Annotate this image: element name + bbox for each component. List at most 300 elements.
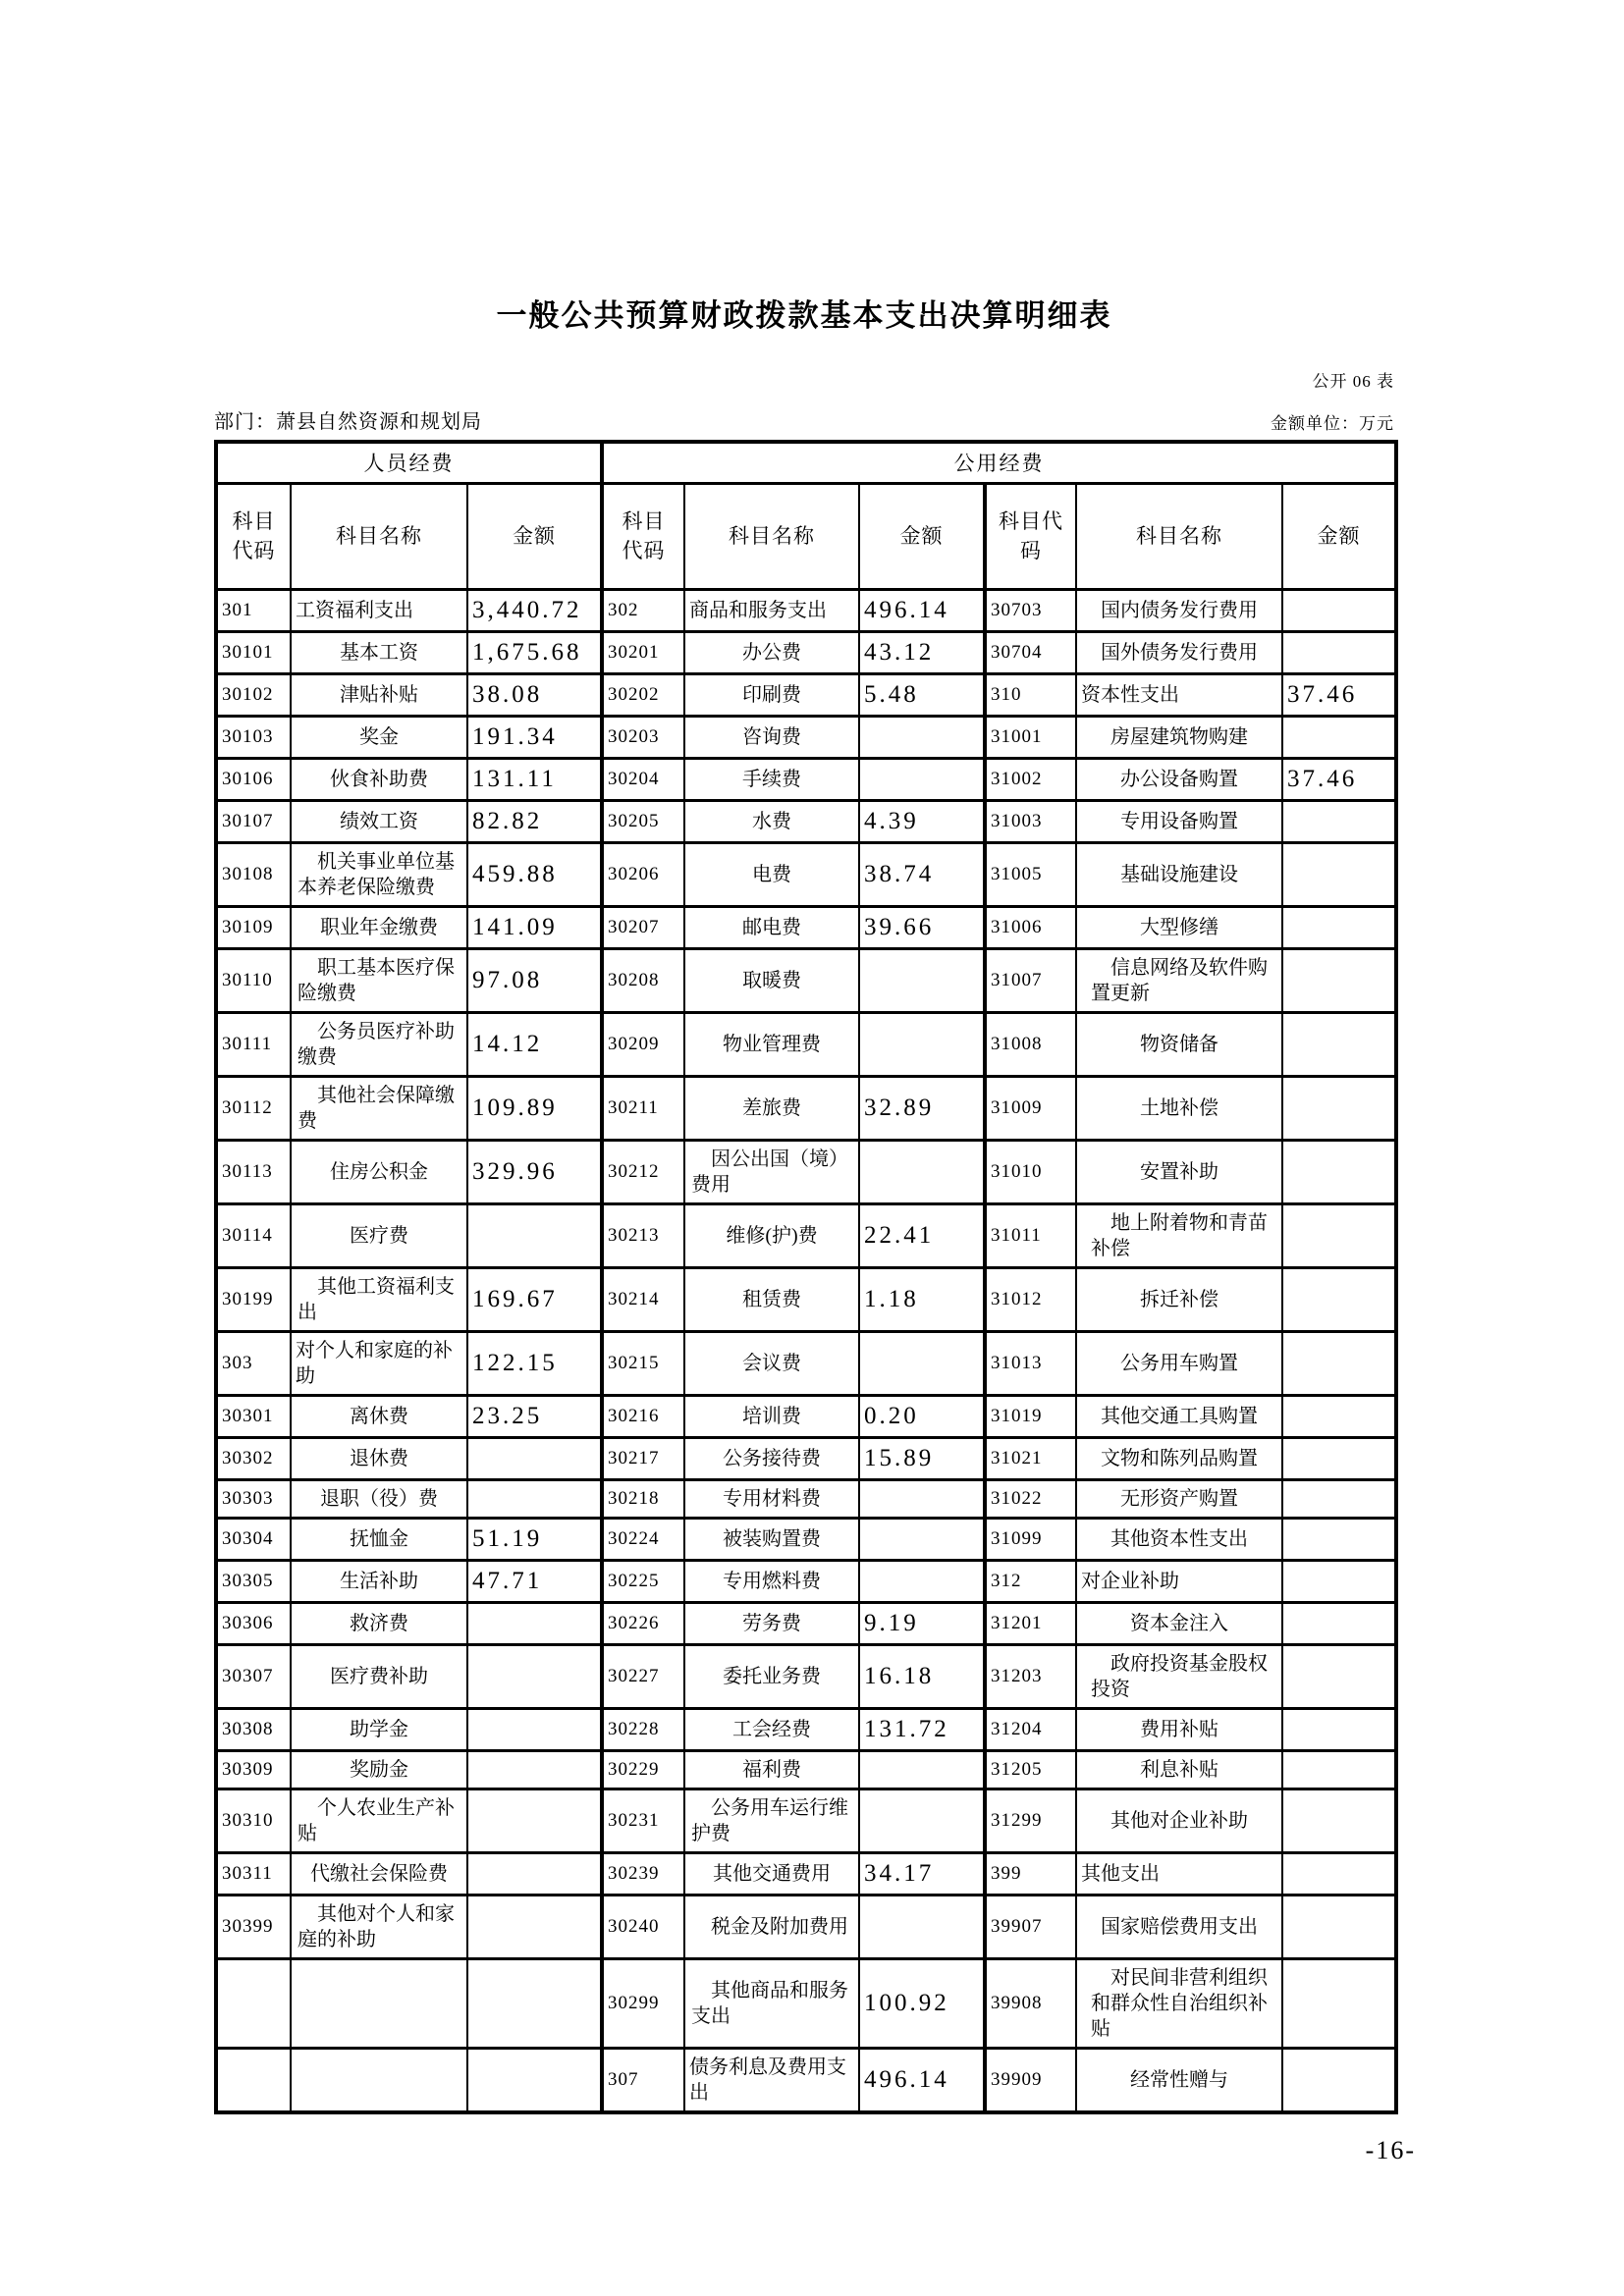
table-row <box>216 589 1396 631</box>
subject-name-cell: 医疗费补助 <box>291 1644 467 1708</box>
column-header-subject-name: 科目名称 <box>291 483 467 589</box>
subject-name-cell <box>291 1958 467 2048</box>
department-line <box>214 405 482 434</box>
subject-name-cell <box>291 2048 467 2112</box>
subject-code-cell: 30308 <box>216 1708 291 1750</box>
amount-cell <box>1282 1852 1396 1895</box>
subject-name-cell: 工资福利支出 <box>291 589 467 631</box>
subject-code-cell: 30205 <box>602 800 684 842</box>
amount-cell <box>859 758 985 800</box>
amount-cell: 329.96 <box>467 1140 602 1203</box>
subject-name-cell: 专用材料费 <box>684 1479 859 1518</box>
subject-code-cell: 303 <box>216 1331 291 1395</box>
subject-name-cell: 其他商品和服务支出 <box>684 1958 859 2048</box>
table-row <box>216 842 1396 906</box>
subject-code-cell: 31003 <box>985 800 1076 842</box>
amount-cell: 3,440.72 <box>467 589 602 631</box>
subject-name-cell: 伙食补助费 <box>291 758 467 800</box>
amount-cell: 37.46 <box>1282 758 1396 800</box>
amount-cell <box>1282 800 1396 842</box>
amount-cell: 109.89 <box>467 1076 602 1140</box>
amount-cell <box>859 1750 985 1789</box>
subject-name-cell: 政府投资基金股权投资 <box>1076 1644 1282 1708</box>
subject-code-cell: 30307 <box>216 1644 291 1708</box>
subject-code-cell: 30112 <box>216 1076 291 1140</box>
subject-code-cell: 307 <box>602 2048 684 2112</box>
amount-cell: 496.14 <box>859 2048 985 2112</box>
amount-cell: 100.92 <box>859 1958 985 2048</box>
subject-code-cell: 30108 <box>216 842 291 906</box>
subject-name-cell: 抚恤金 <box>291 1518 467 1560</box>
amount-cell <box>1282 1437 1396 1479</box>
subject-code-cell: 302 <box>602 589 684 631</box>
amount-cell <box>467 1789 602 1852</box>
page-title: 一般公共预算财政拨款基本支出决算明细表 <box>496 298 1112 333</box>
amount-cell <box>467 1708 602 1750</box>
subject-name-cell: 资本金注入 <box>1076 1602 1282 1644</box>
subject-code-cell: 30102 <box>216 673 291 716</box>
amount-cell <box>859 1331 985 1395</box>
amount-cell <box>1282 1789 1396 1852</box>
subject-code-cell: 30305 <box>216 1560 291 1602</box>
amount-cell <box>1282 1560 1396 1602</box>
subject-name-cell: 劳务费 <box>684 1602 859 1644</box>
subject-code-cell <box>216 1958 291 2048</box>
subject-code-cell: 30231 <box>602 1789 684 1852</box>
subject-name-cell: 其他交通费用 <box>684 1852 859 1895</box>
amount-cell <box>1282 906 1396 948</box>
subject-code-cell: 30228 <box>602 1708 684 1750</box>
amount-cell <box>1282 842 1396 906</box>
amount-cell <box>1282 1750 1396 1789</box>
subject-code-cell: 399 <box>985 1852 1076 1895</box>
subject-name-cell: 工会经费 <box>684 1708 859 1750</box>
subject-code-cell: 30201 <box>602 631 684 673</box>
subject-code-cell: 30204 <box>602 758 684 800</box>
subject-name-cell: 办公费 <box>684 631 859 673</box>
table-row <box>216 1852 1396 1895</box>
subject-name-cell: 职工基本医疗保险缴费 <box>291 948 467 1012</box>
subject-name-cell: 印刷费 <box>684 673 859 716</box>
subject-code-cell: 30304 <box>216 1518 291 1560</box>
subject-code-cell: 31007 <box>985 948 1076 1012</box>
subject-code-cell: 39907 <box>985 1895 1076 1958</box>
subject-code-cell: 30302 <box>216 1437 291 1479</box>
subject-code-cell: 30101 <box>216 631 291 673</box>
subject-code-cell: 30209 <box>602 1012 684 1076</box>
subject-code-cell: 30299 <box>602 1958 684 2048</box>
amount-cell: 5.48 <box>859 673 985 716</box>
amount-cell: 131.11 <box>467 758 602 800</box>
subject-name-cell: 物资储备 <box>1076 1012 1282 1076</box>
amount-cell: 496.14 <box>859 589 985 631</box>
table-row <box>216 1789 1396 1852</box>
amount-cell: 131.72 <box>859 1708 985 1750</box>
amount-cell <box>859 1560 985 1602</box>
subject-name-cell: 租赁费 <box>684 1267 859 1331</box>
amount-cell: 32.89 <box>859 1076 985 1140</box>
amount-cell <box>467 1750 602 1789</box>
subject-name-cell: 邮电费 <box>684 906 859 948</box>
amount-cell: 1.18 <box>859 1267 985 1331</box>
expenditure-detail-table <box>214 440 1398 2114</box>
subject-code-cell: 31203 <box>985 1644 1076 1708</box>
subject-code-cell: 31299 <box>985 1789 1076 1852</box>
amount-cell: 97.08 <box>467 948 602 1012</box>
subject-code-cell: 30240 <box>602 1895 684 1958</box>
subject-code-cell: 310 <box>985 673 1076 716</box>
page-number: -16- <box>1365 2135 1416 2164</box>
subject-code-cell: 30217 <box>602 1437 684 1479</box>
subject-code-cell: 31021 <box>985 1437 1076 1479</box>
subject-code-cell: 30208 <box>602 948 684 1012</box>
amount-cell <box>859 1012 985 1076</box>
subject-code-cell: 30215 <box>602 1331 684 1395</box>
subject-name-cell: 文物和陈列品购置 <box>1076 1437 1282 1479</box>
subject-code-cell: 30106 <box>216 758 291 800</box>
amount-cell <box>467 1602 602 1644</box>
amount-cell <box>1282 631 1396 673</box>
subject-name-cell: 福利费 <box>684 1750 859 1789</box>
subject-name-cell: 其他对企业补助 <box>1076 1789 1282 1852</box>
meta-row <box>214 405 1394 434</box>
subject-name-cell: 职业年金缴费 <box>291 906 467 948</box>
table-row <box>216 1203 1396 1267</box>
subject-code-cell: 31009 <box>985 1076 1076 1140</box>
subject-name-cell: 差旅费 <box>684 1076 859 1140</box>
subject-name-cell: 手续费 <box>684 758 859 800</box>
document-content <box>214 294 1416 2165</box>
subject-name-cell: 医疗费 <box>291 1203 467 1267</box>
subject-name-cell: 商品和服务支出 <box>684 589 859 631</box>
table-row <box>216 1395 1396 1437</box>
amount-cell: 16.18 <box>859 1644 985 1708</box>
amount-cell <box>859 1479 985 1518</box>
subject-name-cell: 绩效工资 <box>291 800 467 842</box>
subject-code-cell: 31205 <box>985 1750 1076 1789</box>
amount-cell: 51.19 <box>467 1518 602 1560</box>
amount-unit-label: 金额单位：万元 <box>1271 414 1394 433</box>
amount-cell: 4.39 <box>859 800 985 842</box>
subject-code-cell: 31010 <box>985 1140 1076 1203</box>
amount-cell <box>1282 1076 1396 1140</box>
amount-cell: 169.67 <box>467 1267 602 1331</box>
amount-cell <box>859 1789 985 1852</box>
subject-code-cell: 30111 <box>216 1012 291 1076</box>
amount-cell: 22.41 <box>859 1203 985 1267</box>
table-row <box>216 1076 1396 1140</box>
column-header-subject-code: 科目代码 <box>216 483 291 589</box>
subject-name-cell: 税金及附加费用 <box>684 1895 859 1958</box>
subject-name-cell: 咨询费 <box>684 716 859 758</box>
subject-code-cell: 31012 <box>985 1267 1076 1331</box>
subject-name-cell: 对民间非营利组织和群众性自治组织补贴 <box>1076 1958 1282 2048</box>
department-value: 萧县自然资源和规划局 <box>276 411 482 433</box>
table-row <box>216 758 1396 800</box>
subject-name-cell: 其他社会保障缴费 <box>291 1076 467 1140</box>
subject-name-cell: 生活补助 <box>291 1560 467 1602</box>
amount-cell: 47.71 <box>467 1560 602 1602</box>
group-header-personnel-funds: 人员经费 <box>216 442 602 483</box>
column-header-subject-name: 科目名称 <box>1076 483 1282 589</box>
subject-name-cell: 房屋建筑物购建 <box>1076 716 1282 758</box>
table-row <box>216 1602 1396 1644</box>
table-row <box>216 1267 1396 1331</box>
subject-code-cell: 31008 <box>985 1012 1076 1076</box>
amount-cell: 459.88 <box>467 842 602 906</box>
subject-code-cell: 312 <box>985 1560 1076 1602</box>
subject-code-cell: 30703 <box>985 589 1076 631</box>
table-row <box>216 1140 1396 1203</box>
subject-name-cell: 公务员医疗补助缴费 <box>291 1012 467 1076</box>
subject-name-cell: 债务利息及费用支出 <box>684 2048 859 2112</box>
subject-name-cell: 国外债务发行费用 <box>1076 631 1282 673</box>
subject-code-cell: 31001 <box>985 716 1076 758</box>
amount-cell: 34.17 <box>859 1852 985 1895</box>
amount-cell <box>467 1203 602 1267</box>
table-row <box>216 1437 1396 1479</box>
amount-cell <box>1282 1895 1396 1958</box>
subject-name-cell: 安置补助 <box>1076 1140 1282 1203</box>
amount-cell <box>1282 948 1396 1012</box>
subject-code-cell: 30213 <box>602 1203 684 1267</box>
amount-cell: 122.15 <box>467 1331 602 1395</box>
table-row <box>216 2048 1396 2112</box>
amount-cell: 43.12 <box>859 631 985 673</box>
amount-cell <box>467 1437 602 1479</box>
subject-code-cell: 31005 <box>985 842 1076 906</box>
subject-code-cell: 30207 <box>602 906 684 948</box>
subject-name-cell: 维修(护)费 <box>684 1203 859 1267</box>
subject-code-cell: 31011 <box>985 1203 1076 1267</box>
amount-cell <box>1282 1012 1396 1076</box>
amount-cell <box>467 1958 602 2048</box>
amount-cell <box>859 1895 985 1958</box>
amount-cell <box>859 1140 985 1203</box>
subject-code-cell: 30218 <box>602 1479 684 1518</box>
amount-cell: 23.25 <box>467 1395 602 1437</box>
table-row <box>216 1750 1396 1789</box>
subject-code-cell: 30109 <box>216 906 291 948</box>
column-header-amount: 金额 <box>467 483 602 589</box>
subject-name-cell: 住房公积金 <box>291 1140 467 1203</box>
subject-name-cell: 无形资产购置 <box>1076 1479 1282 1518</box>
subject-name-cell: 退休费 <box>291 1437 467 1479</box>
subject-code-cell: 31022 <box>985 1479 1076 1518</box>
subject-code-cell: 301 <box>216 589 291 631</box>
subject-code-cell: 31006 <box>985 906 1076 948</box>
amount-cell: 1,675.68 <box>467 631 602 673</box>
amount-cell: 15.89 <box>859 1437 985 1479</box>
amount-cell: 37.46 <box>1282 673 1396 716</box>
subject-code-cell: 30704 <box>985 631 1076 673</box>
subject-code-cell: 39909 <box>985 2048 1076 2112</box>
subject-name-cell: 助学金 <box>291 1708 467 1750</box>
subject-name-cell: 大型修缮 <box>1076 906 1282 948</box>
subject-name-cell: 经常性赠与 <box>1076 2048 1282 2112</box>
subject-code-cell: 30206 <box>602 842 684 906</box>
subject-name-cell: 因公出国（境）费用 <box>684 1140 859 1203</box>
subject-code-cell: 30203 <box>602 716 684 758</box>
subject-code-cell: 31002 <box>985 758 1076 800</box>
column-header-amount: 金额 <box>1282 483 1396 589</box>
table-row <box>216 1708 1396 1750</box>
subject-code-cell: 30306 <box>216 1602 291 1644</box>
subject-code-cell: 30114 <box>216 1203 291 1267</box>
amount-cell <box>859 948 985 1012</box>
subject-name-cell: 国家赔偿费用支出 <box>1076 1895 1282 1958</box>
amount-cell <box>1282 1331 1396 1395</box>
subject-name-cell: 资本性支出 <box>1076 673 1282 716</box>
subject-name-cell: 奖金 <box>291 716 467 758</box>
amount-cell <box>1282 1479 1396 1518</box>
subject-name-cell: 其他资本性支出 <box>1076 1518 1282 1560</box>
subject-code-cell: 30311 <box>216 1852 291 1895</box>
subject-code-cell: 30301 <box>216 1395 291 1437</box>
amount-cell: 38.74 <box>859 842 985 906</box>
subject-name-cell: 拆迁补偿 <box>1076 1267 1282 1331</box>
subject-name-cell: 被装购置费 <box>684 1518 859 1560</box>
subject-name-cell: 基本工资 <box>291 631 467 673</box>
table-row <box>216 1518 1396 1560</box>
amount-cell <box>1282 2048 1396 2112</box>
amount-cell <box>1282 1267 1396 1331</box>
column-header-subject-name: 科目名称 <box>684 483 859 589</box>
subject-name-cell: 公务用车运行维护费 <box>684 1789 859 1852</box>
subject-code-cell: 31099 <box>985 1518 1076 1560</box>
amount-cell: 0.20 <box>859 1395 985 1437</box>
table-row <box>216 1479 1396 1518</box>
amount-cell <box>467 1644 602 1708</box>
subject-name-cell: 代缴社会保险费 <box>291 1852 467 1895</box>
subject-name-cell: 利息补贴 <box>1076 1750 1282 1789</box>
amount-cell <box>1282 1958 1396 2048</box>
subject-name-cell: 其他交通工具购置 <box>1076 1395 1282 1437</box>
table-row <box>216 906 1396 948</box>
table-row <box>216 1895 1396 1958</box>
subject-name-cell: 专用设备购置 <box>1076 800 1282 842</box>
table-row <box>216 716 1396 758</box>
group-header-row <box>216 442 1396 483</box>
amount-cell <box>467 2048 602 2112</box>
column-header-amount: 金额 <box>859 483 985 589</box>
subject-code-cell: 30212 <box>602 1140 684 1203</box>
amount-cell: 9.19 <box>859 1602 985 1644</box>
subject-code-cell: 30113 <box>216 1140 291 1203</box>
subject-name-cell: 费用补贴 <box>1076 1708 1282 1750</box>
amount-cell <box>1282 1203 1396 1267</box>
subject-code-cell: 30239 <box>602 1852 684 1895</box>
column-header-subject-code: 科目代码 <box>985 483 1076 589</box>
subject-name-cell: 离休费 <box>291 1395 467 1437</box>
subject-name-cell: 取暖费 <box>684 948 859 1012</box>
department-label: 部门： <box>214 411 276 433</box>
subject-name-cell: 其他对个人和家庭的补助 <box>291 1895 467 1958</box>
subject-name-cell: 土地补偿 <box>1076 1076 1282 1140</box>
subject-name-cell: 基础设施建设 <box>1076 842 1282 906</box>
subject-name-cell: 物业管理费 <box>684 1012 859 1076</box>
subject-code-cell: 30310 <box>216 1789 291 1852</box>
subject-code-cell: 30303 <box>216 1479 291 1518</box>
subject-code-cell: 30224 <box>602 1518 684 1560</box>
subject-name-cell: 个人农业生产补贴 <box>291 1789 467 1852</box>
amount-cell: 38.08 <box>467 673 602 716</box>
amount-cell <box>1282 1602 1396 1644</box>
subject-name-cell: 退职（役）费 <box>291 1479 467 1518</box>
subject-code-cell: 30211 <box>602 1076 684 1140</box>
subject-name-cell: 培训费 <box>684 1395 859 1437</box>
subject-code-cell <box>216 2048 291 2112</box>
amount-cell <box>1282 1395 1396 1437</box>
table-row <box>216 673 1396 716</box>
subject-name-cell: 奖励金 <box>291 1750 467 1789</box>
amount-cell <box>467 1895 602 1958</box>
subject-code-cell: 30214 <box>602 1267 684 1331</box>
amount-cell <box>859 716 985 758</box>
subject-name-cell: 水费 <box>684 800 859 842</box>
subject-name-cell: 办公设备购置 <box>1076 758 1282 800</box>
subject-code-cell: 31013 <box>985 1331 1076 1395</box>
table-row <box>216 1560 1396 1602</box>
subject-name-cell: 对个人和家庭的补助 <box>291 1331 467 1395</box>
table-code-label: 公开 06 表 <box>1312 372 1394 391</box>
amount-cell <box>1282 589 1396 631</box>
subject-code-cell: 31204 <box>985 1708 1076 1750</box>
table-row <box>216 948 1396 1012</box>
amount-cell <box>1282 1518 1396 1560</box>
subject-code-cell: 31201 <box>985 1602 1076 1644</box>
subject-name-cell: 国内债务发行费用 <box>1076 589 1282 631</box>
subject-name-cell: 委托业务费 <box>684 1644 859 1708</box>
table-row <box>216 1958 1396 2048</box>
subject-name-cell: 专用燃料费 <box>684 1560 859 1602</box>
amount-cell <box>859 1518 985 1560</box>
amount-cell: 39.66 <box>859 906 985 948</box>
group-header-public-funds: 公用经费 <box>602 442 1396 483</box>
subject-code-cell: 31019 <box>985 1395 1076 1437</box>
subject-code-cell: 30227 <box>602 1644 684 1708</box>
subject-code-cell: 30107 <box>216 800 291 842</box>
subject-name-cell: 对企业补助 <box>1076 1560 1282 1602</box>
subject-name-cell: 其他工资福利支出 <box>291 1267 467 1331</box>
subject-name-cell: 救济费 <box>291 1602 467 1644</box>
subject-code-cell: 30399 <box>216 1895 291 1958</box>
amount-cell <box>1282 1708 1396 1750</box>
amount-cell <box>1282 1140 1396 1203</box>
subject-name-cell: 电费 <box>684 842 859 906</box>
column-header-subject-code: 科目代码 <box>602 483 684 589</box>
subject-code-cell: 30229 <box>602 1750 684 1789</box>
amount-cell: 191.34 <box>467 716 602 758</box>
subject-code-cell: 30199 <box>216 1267 291 1331</box>
amount-cell <box>1282 716 1396 758</box>
amount-cell: 82.82 <box>467 800 602 842</box>
subject-code-cell: 30226 <box>602 1602 684 1644</box>
subject-name-cell: 地上附着物和青苗补偿 <box>1076 1203 1282 1267</box>
subject-name-cell: 其他支出 <box>1076 1852 1282 1895</box>
subject-code-cell: 30225 <box>602 1560 684 1602</box>
subject-name-cell: 津贴补贴 <box>291 673 467 716</box>
amount-cell <box>1282 1644 1396 1708</box>
table-row <box>216 631 1396 673</box>
subject-code-cell: 30309 <box>216 1750 291 1789</box>
subject-code-cell: 30202 <box>602 673 684 716</box>
table-row <box>216 800 1396 842</box>
table-row <box>216 1012 1396 1076</box>
subject-code-cell: 30110 <box>216 948 291 1012</box>
subject-code-cell: 30103 <box>216 716 291 758</box>
subject-name-cell: 公务用车购置 <box>1076 1331 1282 1395</box>
